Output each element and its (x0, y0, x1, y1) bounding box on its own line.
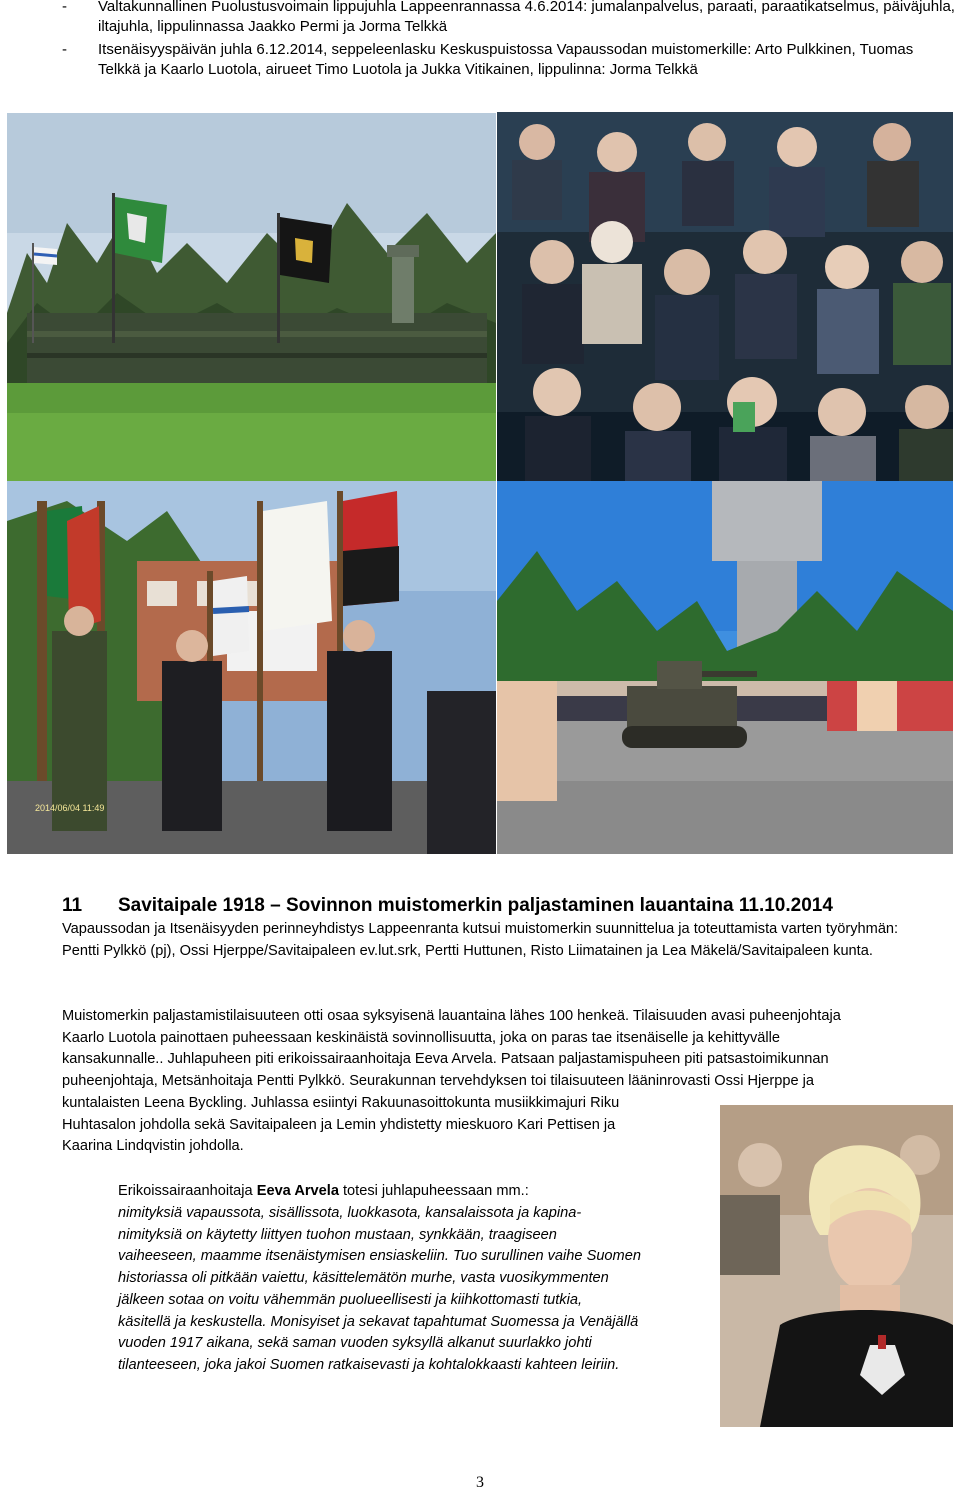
quote-intro (118, 1181, 529, 1203)
bullet-item-1 (62, 0, 958, 37)
paragraph-working-group: Vapaussodan ja Itsenäisyyden perinneyhdistys Lappeenranta kutsui muistomerkin suunnittelua ja toteuttamista varten työryhmän: Pentti Pylkkö (pj), Ossi Hjerppe/Savitaipaleen ev.lut.srk, Pertti Huttunen, Risto Liimatainen ja Lea Mäkelä/Savitaipaleen kunta. (62, 921, 899, 959)
section-title: Savitaipale 1918 – Sovinnon muistomerkin paljastaminen lauantaina 11.10.2014 (118, 895, 833, 916)
paragraph-line: kansakunnalle.. Juhlapuheen piti erikoissairaanhoitaja Eeva Arvela. Patsaan paljastamispuheen piti patsastoimikunnan (62, 1051, 829, 1068)
bullet-text: Valtakunnallinen Puolustusvoimain lippujuhla Lappeenrannassa 4.6.2014: jumalanpalvelus, paraati, paraatikatselmus, päiväjuhla, iltajuhla, lippulinnassa Jaakko Permi ja Jorma Telkkä (98, 0, 955, 35)
tank-photo-graphic (497, 481, 953, 854)
section-heading (62, 895, 833, 917)
paragraph-line: Huhtasalon johdolla sekä Savitaipaleen ja Lemin yhdistetty mieskuoro Kari Pettisen ja (62, 1116, 616, 1133)
bullet-item-2 (62, 40, 958, 80)
quote-line: vuoden 1917 aikana, sekä saman vuoden syksyllä alkanut suurlakko johti (118, 1335, 592, 1352)
speech-quote (118, 1203, 708, 1377)
bullet-text: Itsenäisyyspäivän juhla 6.12.2014, seppeleenlasku Keskuspuistossa Vapaussodan muistomerkille: Arto Pulkkinen, Tuomas Telkkä ja Kaarlo Luotola, airueet Timo Luotola ja Jukka Vitikainen, lippulinna: Jorma Telkkä (98, 41, 914, 78)
section-number: 11 (62, 895, 83, 916)
quote-line: vaiheeseen, maamme itsenäistymisen ensiaskeliin. Tuo surullinen vaihe Suomen (118, 1248, 641, 1265)
paragraph-line: Kaarlo Luotola painottaen puheessaan keskinäistä sovinnollisuutta, joka on paras tae itsenäiselle ja kehittyvälle (62, 1029, 780, 1046)
flag-bearers-photo-graphic (7, 481, 496, 854)
quote-line: käsitellä ja keskustella. Monisyiset ja sekavat tapahtumat Suomessa ja Venäjällä (118, 1313, 639, 1330)
veterans-photo-graphic (497, 112, 953, 481)
quote-intro-after: totesi juhlapuheessaan mm.: (338, 1183, 529, 1199)
bullet-dash: - (62, 41, 67, 58)
parade-photo-graphic (7, 113, 496, 481)
paragraph-line: Kaarina Lindqvistin johdolla. (62, 1138, 244, 1155)
quote-line: historiassa oli pitkään vaiettu, käsittelemätön murhe, vasta vuosikymmenten (118, 1270, 609, 1287)
speaker-name: Eeva Arvela (256, 1183, 339, 1199)
paragraph-line: puheenjohtaja, Metsänhoitaja Pentti Pylkkö. Seurakunnan tervehdyksen toi tilaisuuteen lääninrovasti Ossi Hjerppe ja (62, 1073, 815, 1090)
photo-woman-portrait (720, 1105, 953, 1427)
photo-flag-bearers (7, 481, 496, 854)
paragraph-line: Muistomerkin paljastamistilaisuuteen otti osaa syksyisenä lauantaina lähes 100 henkeä. Tilaisuuden avasi puheenjohtaja (62, 1008, 841, 1024)
page-number: 3 (476, 1474, 484, 1491)
quote-line: tilanteeseen, joka jakoi Suomen ratkaisevasti ja kohtalokkaasti kahteen leiriin. (118, 1356, 620, 1373)
quote-line: nimityksiä vapaussota, sisällissota, luokkasota, kansalaissota ja kapina- (118, 1205, 582, 1221)
bullet-dash: - (62, 0, 67, 15)
photo-parade-troops (7, 113, 496, 481)
portrait-photo-graphic (720, 1105, 953, 1427)
quote-intro-before: Erikoissairaanhoitaja (118, 1183, 257, 1199)
quote-line: jälkeen sotaa on voitu vähemmän puolueellisesti ja kiihkottomasti tutkia, (118, 1291, 583, 1308)
paragraph-line: kuntalaisten Leena Byckling. Juhlassa esiintyi Rakuunasoittokunta musiikkimajuri Riku (62, 1094, 620, 1111)
quote-line: nimityksiä on käytetty liittyen tuohon mustaan, synkkään, traagiseen (118, 1226, 557, 1243)
photo-veterans-audience (497, 112, 953, 481)
photo-tank-parade (497, 481, 953, 854)
photo-timestamp: 2014/06/04 11:49 (35, 803, 105, 813)
